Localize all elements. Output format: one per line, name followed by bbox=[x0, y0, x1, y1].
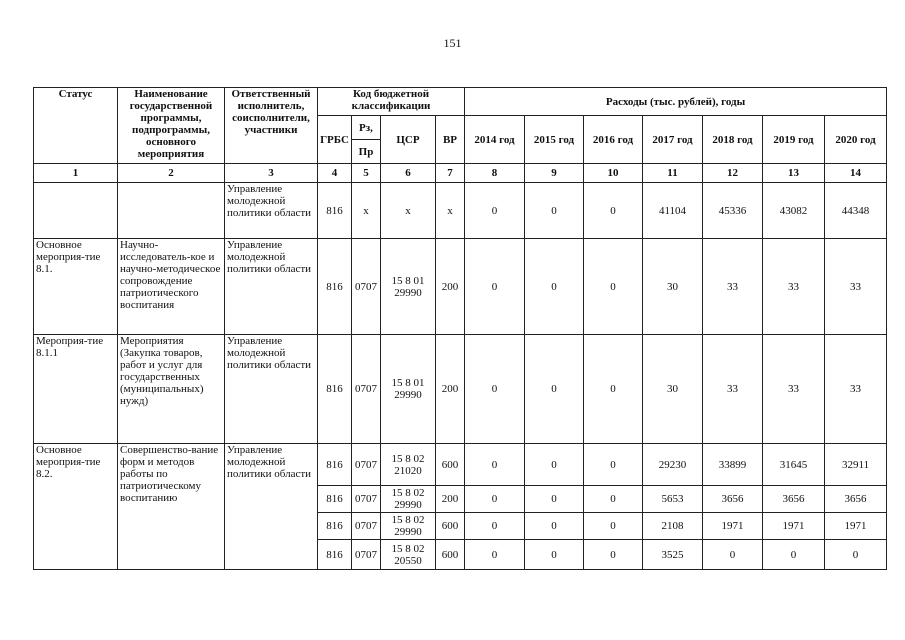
csr-cell: 15 8 02 21020 bbox=[381, 444, 436, 486]
value-cell-2020: 33 bbox=[825, 239, 887, 335]
value-cell-2015: 0 bbox=[525, 335, 584, 444]
grbs-cell: 816 bbox=[318, 540, 352, 570]
csr-cell: 15 8 02 29990 bbox=[381, 513, 436, 540]
header-status: Статус bbox=[34, 88, 118, 164]
column-number: 7 bbox=[436, 164, 465, 183]
table-row bbox=[34, 183, 887, 239]
status-cell: Основное мероприя-тие 8.1. bbox=[34, 239, 118, 335]
value-cell-2016: 0 bbox=[584, 239, 643, 335]
value-cell-2019: 1971 bbox=[763, 513, 825, 540]
value-cell-2020: 44348 bbox=[825, 183, 887, 239]
header-vr: ВР bbox=[436, 116, 465, 164]
grbs-cell: 816 bbox=[318, 444, 352, 486]
column-number: 3 bbox=[225, 164, 318, 183]
column-number: 6 bbox=[381, 164, 436, 183]
column-number: 9 bbox=[525, 164, 584, 183]
table-row bbox=[34, 239, 887, 335]
value-cell-2014: 0 bbox=[465, 513, 525, 540]
value-cell-2017: 30 bbox=[643, 335, 703, 444]
header-grbs: ГРБС bbox=[318, 116, 352, 164]
value-cell-2015: 0 bbox=[525, 183, 584, 239]
header-pr: Пр bbox=[352, 140, 381, 164]
value-cell-2019: 0 bbox=[763, 540, 825, 570]
column-number: 13 bbox=[763, 164, 825, 183]
value-cell-2015: 0 bbox=[525, 444, 584, 486]
column-number: 5 bbox=[352, 164, 381, 183]
column-number-row bbox=[34, 164, 887, 183]
csr-cell: 15 8 01 29990 bbox=[381, 239, 436, 335]
value-cell-2016: 0 bbox=[584, 540, 643, 570]
rzpr-cell: 0707 bbox=[352, 335, 381, 444]
name-cell: Совершенство-вание форм и методов работы по патриотическому воспитанию bbox=[118, 444, 225, 570]
name-cell bbox=[118, 183, 225, 239]
value-cell-2017: 2108 bbox=[643, 513, 703, 540]
status-cell: Основное мероприя-тие 8.2. bbox=[34, 444, 118, 570]
value-cell-2014: 0 bbox=[465, 540, 525, 570]
column-number: 11 bbox=[643, 164, 703, 183]
value-cell-2018: 3656 bbox=[703, 486, 763, 513]
value-cell-2016: 0 bbox=[584, 444, 643, 486]
grbs-cell: 816 bbox=[318, 486, 352, 513]
vr-cell: 600 bbox=[436, 540, 465, 570]
value-cell-2018: 33 bbox=[703, 335, 763, 444]
column-number: 2 bbox=[118, 164, 225, 183]
header-year-2018: 2018 год bbox=[703, 116, 763, 164]
header-year-2019: 2019 год bbox=[763, 116, 825, 164]
vr-cell: 200 bbox=[436, 239, 465, 335]
vr-cell: 600 bbox=[436, 513, 465, 540]
column-number: 12 bbox=[703, 164, 763, 183]
header-year-2016: 2016 год bbox=[584, 116, 643, 164]
header-year-2014: 2014 год bbox=[465, 116, 525, 164]
rzpr-cell: 0707 bbox=[352, 486, 381, 513]
value-cell-2016: 0 bbox=[584, 486, 643, 513]
header-expenses: Расходы (тыс. рублей), годы bbox=[465, 88, 887, 116]
rzpr-cell: 0707 bbox=[352, 513, 381, 540]
column-number: 14 bbox=[825, 164, 887, 183]
table-row bbox=[34, 335, 887, 444]
header-name: Наименование государственной программы, подпрограммы, основного мероприятия bbox=[118, 88, 225, 164]
rzpr-cell: 0707 bbox=[352, 540, 381, 570]
status-cell: Мероприя-тие 8.1.1 bbox=[34, 335, 118, 444]
value-cell-2020: 3656 bbox=[825, 486, 887, 513]
value-cell-2015: 0 bbox=[525, 540, 584, 570]
vr-cell: 200 bbox=[436, 335, 465, 444]
column-number: 1 bbox=[34, 164, 118, 183]
value-cell-2018: 0 bbox=[703, 540, 763, 570]
header-row-1 bbox=[34, 88, 887, 116]
column-number: 8 bbox=[465, 164, 525, 183]
rzpr-cell: 0707 bbox=[352, 239, 381, 335]
value-cell-2017: 5653 bbox=[643, 486, 703, 513]
header-responsible: Ответственный исполнитель, соисполнители, участники bbox=[225, 88, 318, 164]
value-cell-2017: 30 bbox=[643, 239, 703, 335]
value-cell-2014: 0 bbox=[465, 335, 525, 444]
name-cell: Мероприятия (Закупка товаров, работ и услуг для государственных (муниципальных) нужд) bbox=[118, 335, 225, 444]
vr-cell: x bbox=[436, 183, 465, 239]
value-cell-2017: 3525 bbox=[643, 540, 703, 570]
rzpr-cell: 0707 bbox=[352, 444, 381, 486]
header-year-2017: 2017 год bbox=[643, 116, 703, 164]
column-number: 10 bbox=[584, 164, 643, 183]
value-cell-2016: 0 bbox=[584, 335, 643, 444]
csr-cell: 15 8 01 29990 bbox=[381, 335, 436, 444]
value-cell-2018: 33 bbox=[703, 239, 763, 335]
csr-cell: x bbox=[381, 183, 436, 239]
rzpr-cell: x bbox=[352, 183, 381, 239]
responsible-cell: Управление молодежной политики области bbox=[225, 444, 318, 570]
responsible-cell: Управление молодежной политики области bbox=[225, 239, 318, 335]
header-budget-code: Код бюджетной классификации bbox=[318, 88, 465, 116]
responsible-cell: Управление молодежной политики области bbox=[225, 183, 318, 239]
header-year-2015: 2015 год bbox=[525, 116, 584, 164]
value-cell-2015: 0 bbox=[525, 513, 584, 540]
value-cell-2018: 1971 bbox=[703, 513, 763, 540]
value-cell-2020: 1971 bbox=[825, 513, 887, 540]
value-cell-2014: 0 bbox=[465, 486, 525, 513]
value-cell-2014: 0 bbox=[465, 239, 525, 335]
value-cell-2016: 0 bbox=[584, 513, 643, 540]
value-cell-2014: 0 bbox=[465, 444, 525, 486]
table-row bbox=[34, 444, 887, 486]
grbs-cell: 816 bbox=[318, 513, 352, 540]
status-cell bbox=[34, 183, 118, 239]
grbs-cell: 816 bbox=[318, 335, 352, 444]
header-rz: Рз, bbox=[352, 116, 381, 140]
csr-cell: 15 8 02 20550 bbox=[381, 540, 436, 570]
value-cell-2015: 0 bbox=[525, 486, 584, 513]
vr-cell: 200 bbox=[436, 486, 465, 513]
header-year-2020: 2020 год bbox=[825, 116, 887, 164]
value-cell-2017: 41104 bbox=[643, 183, 703, 239]
header-csr: ЦСР bbox=[381, 116, 436, 164]
value-cell-2019: 3656 bbox=[763, 486, 825, 513]
value-cell-2019: 31645 bbox=[763, 444, 825, 486]
responsible-cell: Управление молодежной политики области bbox=[225, 335, 318, 444]
value-cell-2020: 32911 bbox=[825, 444, 887, 486]
grbs-cell: 816 bbox=[318, 183, 352, 239]
value-cell-2014: 0 bbox=[465, 183, 525, 239]
csr-cell: 15 8 02 29990 bbox=[381, 486, 436, 513]
page-number: 151 bbox=[443, 36, 462, 50]
value-cell-2018: 33899 bbox=[703, 444, 763, 486]
value-cell-2015: 0 bbox=[525, 239, 584, 335]
value-cell-2016: 0 bbox=[584, 183, 643, 239]
value-cell-2019: 33 bbox=[763, 239, 825, 335]
value-cell-2018: 45336 bbox=[703, 183, 763, 239]
grbs-cell: 816 bbox=[318, 239, 352, 335]
value-cell-2019: 43082 bbox=[763, 183, 825, 239]
budget-table bbox=[33, 87, 887, 570]
value-cell-2019: 33 bbox=[763, 335, 825, 444]
value-cell-2020: 0 bbox=[825, 540, 887, 570]
name-cell: Научно-исследователь-кое и научно-методическое сопровождение патриотического воспитания bbox=[118, 239, 225, 335]
value-cell-2020: 33 bbox=[825, 335, 887, 444]
value-cell-2017: 29230 bbox=[643, 444, 703, 486]
column-number: 4 bbox=[318, 164, 352, 183]
vr-cell: 600 bbox=[436, 444, 465, 486]
